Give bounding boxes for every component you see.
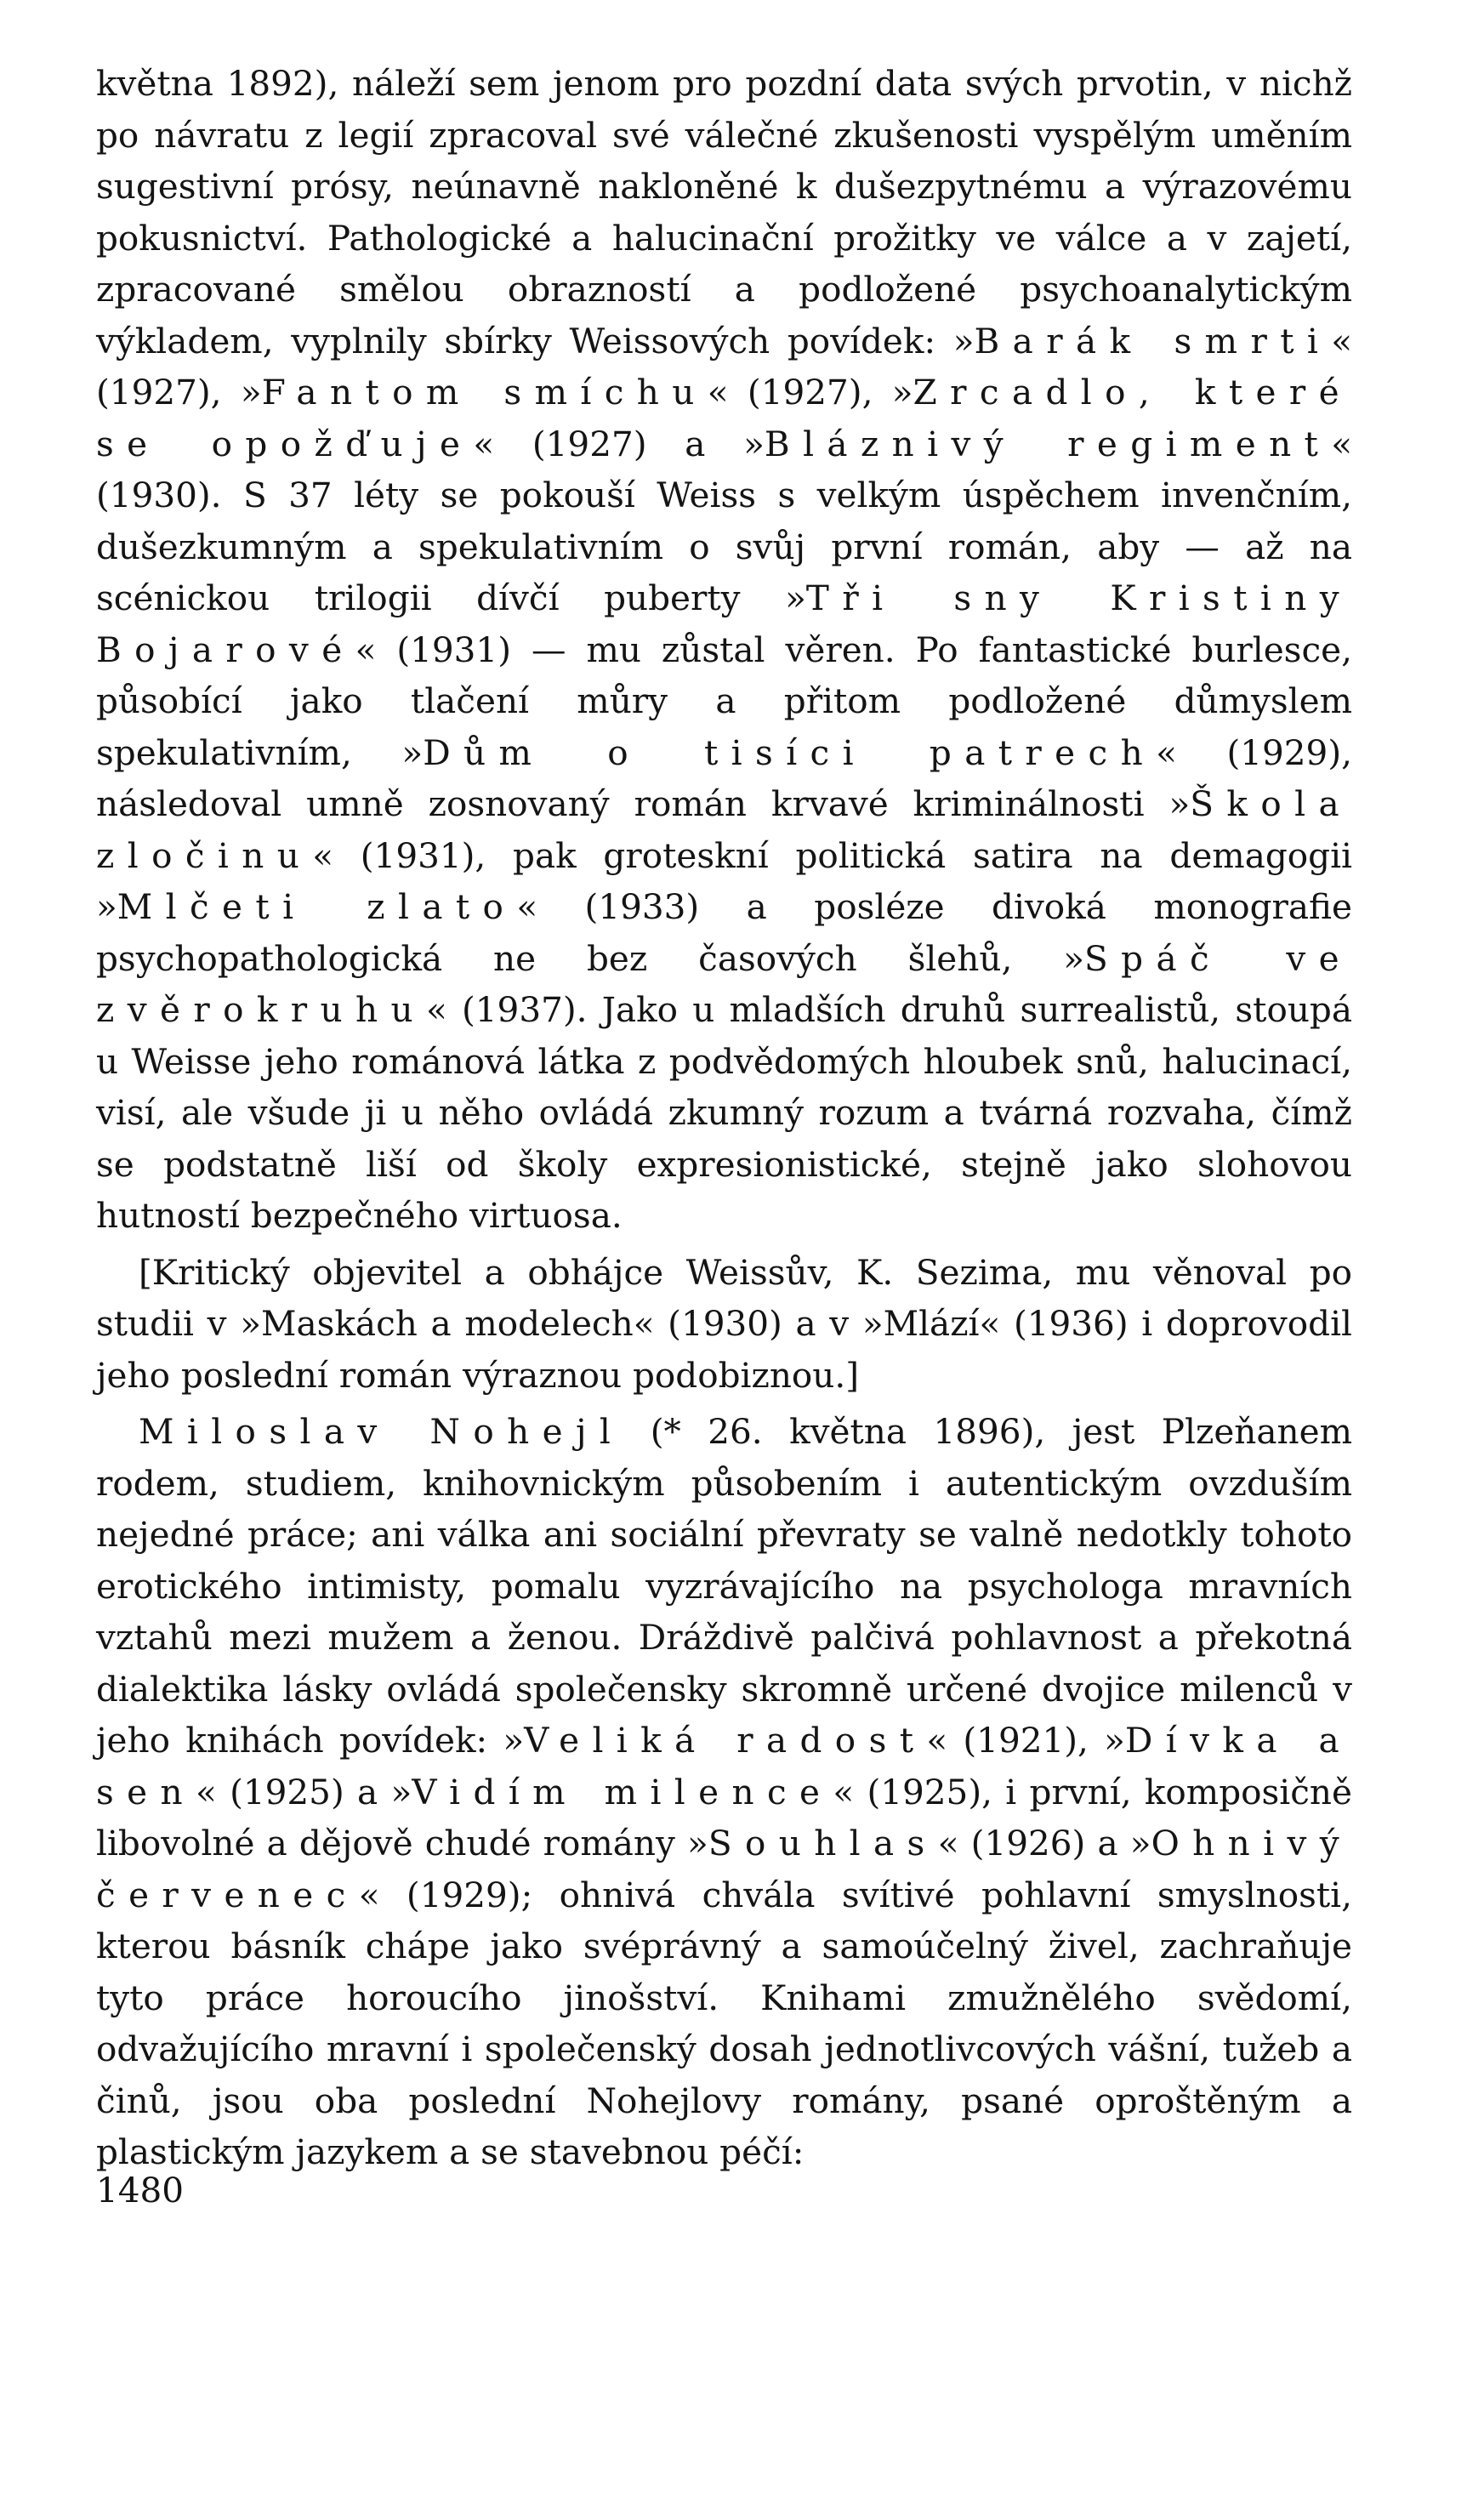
book-title: Ohnivý červenec	[96, 1823, 1352, 1915]
paragraph-weiss	[96, 58, 1352, 1242]
text-run: « (1921), »	[926, 1720, 1125, 1761]
book-title: Veliká radost	[524, 1720, 927, 1761]
book-title: Škola zločinu	[96, 783, 1352, 876]
page-text	[96, 58, 1352, 2178]
author-name: Miloslav Nohejl	[139, 1411, 624, 1452]
text-run: « (1937). Jako u mladších druhů surrealistů, stoupá u Weisse jeho románová látka z podvědomých hloubek snů, halucinací, visí, ale všude ji u něho ovládá zkumný rozum a tvárná rozvaha, čímž se podstatně liší od školy expresionistické, stejně jako slohovou hutností bezpečného virtuosa.	[96, 989, 1352, 1236]
text-run: « (1925), i první, komposičně libovolné a dějově chudé romány »	[96, 1771, 1352, 1863]
book-title: Vidím milence	[412, 1771, 833, 1812]
text-run: « (1925) a »	[196, 1771, 412, 1812]
book-title: Bláznivý regiment	[764, 423, 1332, 464]
book-title: Mlčeti zlato	[117, 886, 517, 927]
book-title: Spáč ve zvěrokruhu	[96, 937, 1352, 1030]
text-run: « (1927), »	[707, 372, 913, 413]
text-run: května 1892), náleží sem jenom pro pozdní data svých prvotin, v nichž po návratu z legií zpracoval své válečné zkušenosti vyspělým uměním sugestivní prósy, neúnavně nakloněné k dušezpytnému a výrazovému pokusnictví. Pathologické a halucinační prožitky ve válce a v zajetí, zpracované smělou obrazností a podložené psychoanalytickým výkladem, vyplnily sbírky Weissových povídek: »	[96, 63, 1352, 361]
text-run: « (1927), »	[96, 320, 1352, 413]
book-title: Barák smrti	[974, 320, 1332, 361]
text-run: « (1931) — mu zůstal věren. Po fantastické burlesce, působící jako tlačení můry a přitom podložené důmyslem spekulativním, »	[96, 629, 1352, 773]
book-title: Fantom smíchu	[261, 372, 708, 413]
text-run: « (1929); ohnivá chvála svítivé pohlavní smyslnosti, kterou básník chápe jako svéprávný a samoúčelný živel, zachraňuje tyto práce horoucího jinošství. Knihami zmužnělého svědomí, odvažujícího mravní i společenský dosah jednotlivcových vášní, tužeb a činů, jsou oba poslední Nohejlovy romány, psané oproštěným a plastickým jazykem a se stavebnou péčí:	[96, 1874, 1352, 2172]
text-run: « (1931), pak groteskní politická satira na demagogii »	[96, 834, 1352, 927]
book-title: Dům o tisíci patrech	[423, 731, 1157, 773]
text-run: « (1930). S 37 léty se pokouší Weiss s velkým úspěchem invenčním, dušezkumným a spekulativním o svůj první román, aby — až na scénickou trilogii dívčí puberty »	[96, 423, 1352, 618]
text-run: « (1933) a posléze divoká monografie psychopathologická ne bez časových šlehů, »	[96, 886, 1352, 979]
text-run: « (1927) a »	[473, 423, 765, 464]
page-number: 1480	[96, 2170, 185, 2211]
text-run: (* 26. května 1896), jest Plzeňanem rodem, studiem, knihovnickým působením i autentickým ovzduším nejedné práce; ani válka ani sociální převraty se valně nedotkly tohoto erotického intimisty, pomalu vyzrávajícího na psychologa mravních vztahů mezi mužem a ženou. Dráždivě palčivá pohlavnost a překotná dialektika lásky ovládá společensky skromně určené dvojice milenců v jeho knihách povídek: »	[96, 1411, 1352, 1761]
book-title: Zrcadlo, které se opožďuje	[96, 372, 1352, 464]
book-title: Dívka a sen	[96, 1720, 1352, 1812]
book-title: Souhlas	[708, 1823, 938, 1863]
book-title: Tři sny Kristiny Bojarové	[96, 578, 1352, 670]
paragraph-nohejl	[96, 1406, 1352, 2178]
text-run: « (1926) a »	[937, 1823, 1151, 1863]
paragraph-note	[96, 1247, 1352, 1402]
text-run: « (1929), následoval umně zosnovaný román krvavé kriminálnosti »	[96, 731, 1352, 824]
text-run: [Kritický objevitel a obhájce Weissův, K. Sezima, mu věnoval po studii v »Maskách a modelech« (1930) a v »Mlází« (1936) i doprovodil jeho poslední román výraznou podobiznou.]	[96, 1251, 1352, 1396]
